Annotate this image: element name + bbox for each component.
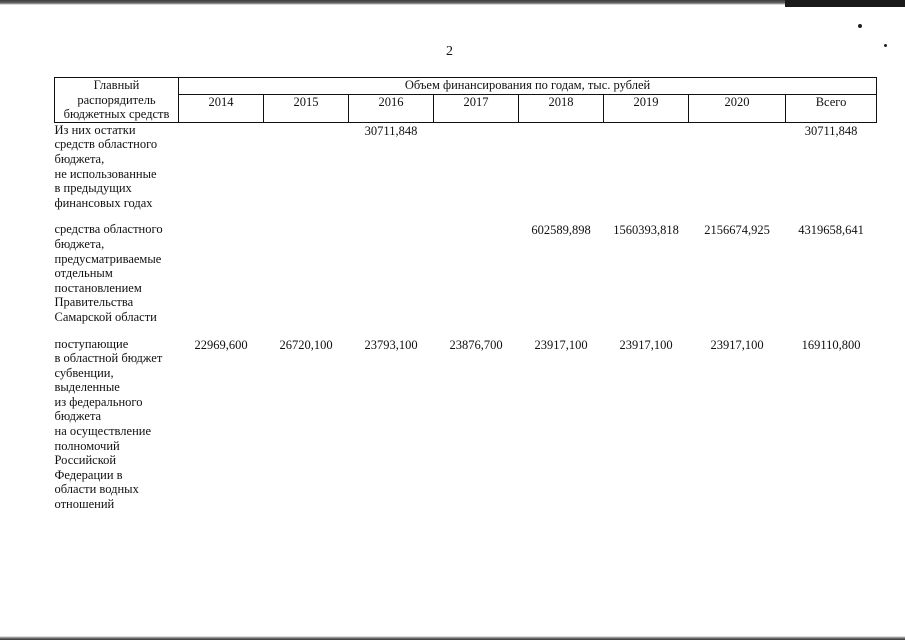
header-year: 2016 [349,94,434,122]
cell-value: 22969,600 [194,337,248,352]
cell-value: 23917,100 [534,337,588,352]
header-year: 2019 [604,94,689,122]
cell-value: 30711,848 [364,123,418,138]
table-row [55,122,877,210]
cell-value: 23876,700 [449,337,503,352]
cell-value [349,222,434,324]
header-main-distributor: Главный распорядитель бюджетных средств [55,78,179,123]
cell-value [434,122,519,210]
cell-value [519,122,604,210]
cell-total: 169110,800 [801,337,861,352]
cell-value [689,122,786,210]
cell-value: 26720,100 [279,337,333,352]
cell-total: 4319658,641 [798,223,864,238]
header-year: 2017 [434,94,519,122]
header-financing-group: Объем финансирования по годам, тыс. рублей [179,78,877,95]
header-row-years [55,94,877,122]
table-row [55,222,877,324]
header-year: 2014 [179,94,264,122]
cell-value: 23917,100 [619,337,673,352]
scan-edge-top [0,0,905,5]
row-spacer [55,210,877,222]
scan-speck [858,24,862,28]
row-label: средства областного бюджета, предусматриваемые отдельным постановлением Правительства Самарской области [54,222,163,324]
financing-table [54,77,877,512]
cell-value [604,122,689,210]
scan-edge-bottom [0,636,905,640]
row-label: поступающие в областной бюджет субвенции, выделенные из федерального бюджета на осуществление полномочий Российской Федерации в области водных отношений [54,336,163,512]
table-row [55,337,877,512]
header-year: 2015 [264,94,349,122]
cell-value: 1560393,818 [613,223,679,238]
cell-value: 23917,100 [710,337,764,352]
row-label: Из них остатки средств областного бюджета, не использованные в предыдущих финансовых годах [54,122,158,210]
cell-total: 30711,848 [804,123,858,138]
cell-value [179,122,264,210]
cell-value: 602589,898 [531,223,591,238]
cell-value [264,222,349,324]
cell-value: 23793,100 [364,337,418,352]
header-row-group [55,78,877,95]
scan-edge-top-right [785,0,905,7]
header-year: 2020 [689,94,786,122]
scan-speck [884,44,887,47]
header-total: Всего [786,94,877,122]
cell-value [434,222,519,324]
row-spacer [55,325,877,337]
cell-value [179,222,264,324]
cell-value [264,122,349,210]
cell-value: 2156674,925 [704,223,770,238]
header-year: 2018 [519,94,604,122]
page-number: 2 [446,44,453,59]
